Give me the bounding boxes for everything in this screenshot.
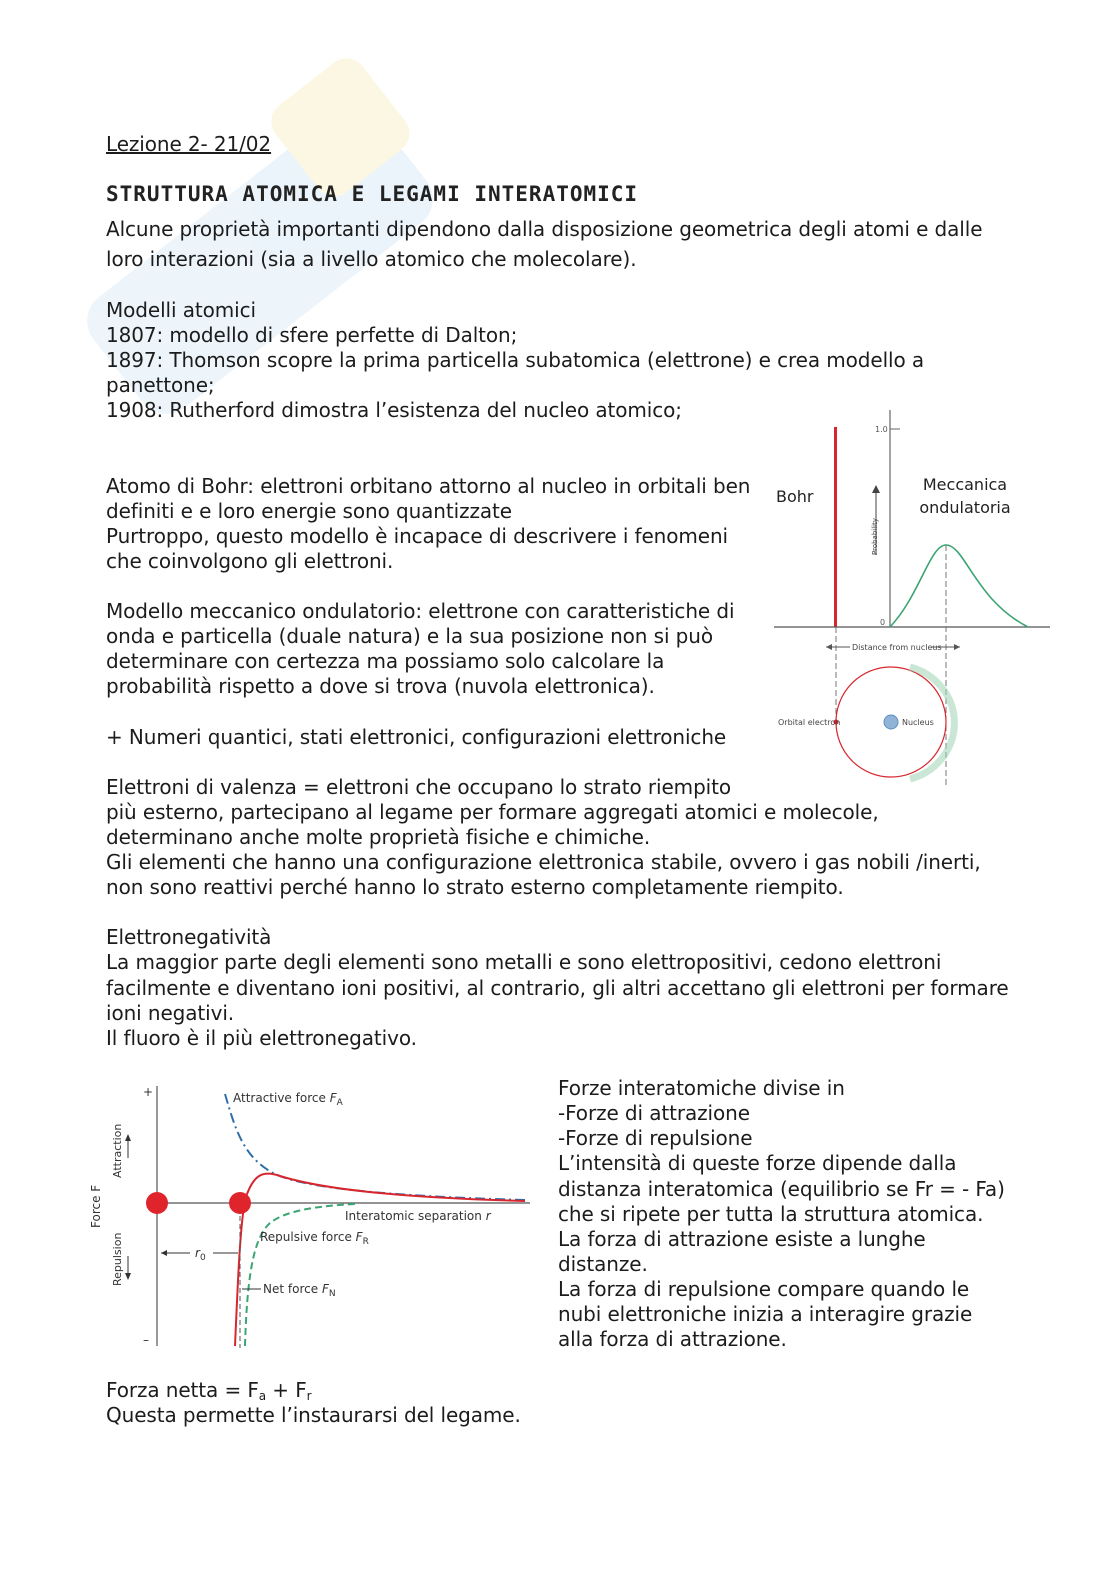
text-line: 1897: Thomson scopre la prima particella subatomica (elettrone) e crea modello a: [106, 348, 925, 372]
bohr-label: Bohr: [776, 487, 814, 506]
wave-label-line1: Meccanica: [922, 475, 1008, 494]
label-text: Net force: [263, 1282, 319, 1296]
label-symbol: F: [321, 1282, 329, 1296]
intro-line: Alcune proprietà importanti dipendono dalla disposizione geometrica degli atomi e dalle: [106, 217, 983, 241]
atom-dot: [146, 1192, 168, 1214]
minus-sign: –: [143, 1333, 149, 1347]
label-symbol: F: [329, 1091, 337, 1105]
repulsive-force-label: [260, 1230, 369, 1247]
text-line: facilmente e diventano ioni positivi, al contrario, gli altri accettano gli elettroni per formare: [106, 976, 1009, 1000]
text-line: Questa permette l’instaurarsi del legame.: [106, 1403, 521, 1427]
orbital-electron-label: Orbital electron: [778, 718, 841, 727]
text-line: La maggior parte degli elementi sono metalli e sono elettropositivi, cedono elettroni: [106, 950, 942, 974]
probability-axis-label: Probability: [871, 517, 879, 555]
tick-label-top: 1.0: [875, 425, 888, 434]
bohr-wave-figure: [770, 405, 1055, 785]
text-line: ioni negativi.: [106, 1001, 235, 1025]
label-sub: N: [328, 1289, 336, 1299]
formula-text: + F: [266, 1378, 307, 1402]
label-sub: 0: [199, 1253, 206, 1263]
text-line: -Forze di repulsione: [558, 1126, 753, 1150]
text-line: panettone;: [106, 373, 215, 397]
text-line: Atomo di Bohr: elettroni orbitano attorno al nucleo in orbitali ben: [106, 474, 751, 498]
arrow-head: [125, 1273, 131, 1280]
attractive-force-label: [233, 1091, 344, 1108]
r0-label: [195, 1246, 206, 1263]
arrow-head: [872, 485, 880, 493]
intro-line: loro interazioni (sia a livello atomico che molecolare).: [106, 247, 637, 271]
text-line: che coinvolgono gli elettroni.: [106, 549, 394, 573]
attraction-label: Attraction: [111, 1123, 124, 1178]
text-line: L’intensità di queste forze dipende dalla: [558, 1151, 957, 1175]
arrow-head: [161, 1250, 167, 1256]
section-heading: Elettronegatività: [106, 925, 272, 949]
text-line: nubi elettroniche inizia a interagire grazie: [558, 1302, 973, 1326]
lecture-date: Lezione 2- 21/02: [106, 132, 272, 156]
force-axis-label: [89, 1185, 103, 1228]
page-title: STRUTTURA ATOMICA E LEGAMI INTERATOMICI: [106, 182, 639, 206]
separation-label: [345, 1209, 492, 1223]
text-line: La forza di attrazione esiste a lunghe: [558, 1227, 926, 1251]
text-line: -Forze di attrazione: [558, 1101, 750, 1125]
text-line: distanze.: [558, 1252, 648, 1276]
distance-axis-label: Distance from nucleus: [852, 643, 942, 652]
text-line: più esterno, partecipano al legame per formare aggregati atomici e molecole,: [106, 800, 879, 824]
formula-sub: a: [258, 1389, 267, 1403]
repulsive-force-curve: [245, 1204, 355, 1346]
interatomic-force-figure: [85, 1078, 535, 1353]
text-line: La forza di repulsione compare quando le: [558, 1277, 970, 1301]
nucleus-label: Nucleus: [902, 718, 934, 727]
text-line: distanza interatomica (equilibrio se Fr = - Fa): [558, 1177, 1005, 1201]
wave-probability-curve: [890, 545, 1028, 627]
text-line: probabilità rispetto a dove si trova (nuvola elettronica).: [106, 674, 655, 698]
section-heading: Modelli atomici: [106, 298, 256, 322]
text-line: Elettroni di valenza = elettroni che occupano lo strato riempito: [106, 775, 731, 799]
label-sub: R: [362, 1237, 369, 1247]
force-axis-text: Force F: [89, 1184, 103, 1228]
label-symbol: r: [485, 1209, 491, 1223]
bohr-probability-spike: [834, 427, 837, 627]
label-symbol: F: [355, 1230, 363, 1244]
text-line: 1908: Rutherford dimostra l’esistenza del nucleo atomico;: [106, 398, 682, 422]
bohr-orbit: [836, 667, 891, 777]
text-line: Forze interatomiche divise in: [558, 1076, 845, 1100]
text-line: Modello meccanico ondulatorio: elettrone con caratteristiche di: [106, 599, 735, 623]
text-line: non sono reattivi perché hanno lo strato esterno completamente riempito.: [106, 875, 844, 899]
text-line: definiti e e loro energie sono quantizzate: [106, 499, 512, 523]
text-line: alla forza di attrazione.: [558, 1327, 787, 1351]
text-line: determinare con certezza ma possiamo solo calcolare la: [106, 649, 665, 673]
quantum-line: + Numeri quantici, stati elettronici, configurazioni elettroniche: [106, 725, 727, 749]
arrow-head: [826, 644, 832, 650]
label-text: Repulsive force: [260, 1230, 352, 1244]
text-line: Il fluoro è il più elettronegativo.: [106, 1026, 417, 1050]
atom-dot: [229, 1192, 251, 1214]
net-force-label: [263, 1282, 336, 1299]
label-sub: A: [336, 1098, 343, 1108]
plus-sign: +: [143, 1085, 154, 1099]
text-line: 1807: modello di sfere perfette di Dalton;: [106, 323, 518, 347]
nucleus-dot: [884, 715, 898, 729]
text-line: onda e particella (duale natura) e la sua posizione non si può: [106, 624, 713, 648]
wave-label-line2: ondulatoria: [919, 498, 1011, 517]
formula-text: Forza netta = F: [106, 1378, 259, 1402]
label-symbol: r: [195, 1246, 200, 1260]
arrow-head: [954, 644, 960, 650]
text-line: determinano anche molte proprietà fisiche e chimiche.: [106, 825, 651, 849]
arrow-head: [125, 1134, 131, 1141]
label-text: Attractive force: [233, 1091, 326, 1105]
text-line: che si ripete per tutta la struttura atomica.: [558, 1202, 984, 1226]
attractive-force-curve: [225, 1094, 525, 1200]
net-force-curve: [235, 1174, 525, 1346]
label-text: Interatomic separation: [345, 1209, 482, 1223]
tick-label-zero: 0: [880, 618, 886, 627]
text-line: Gli elementi che hanno una configurazione elettronica stabile, ovvero i gas nobili /inerti,: [106, 850, 981, 874]
formula-sub: r: [306, 1389, 312, 1403]
text-line: Purtroppo, questo modello è incapace di descrivere i fenomeni: [106, 524, 729, 548]
repulsion-label: Repulsion: [111, 1232, 124, 1286]
